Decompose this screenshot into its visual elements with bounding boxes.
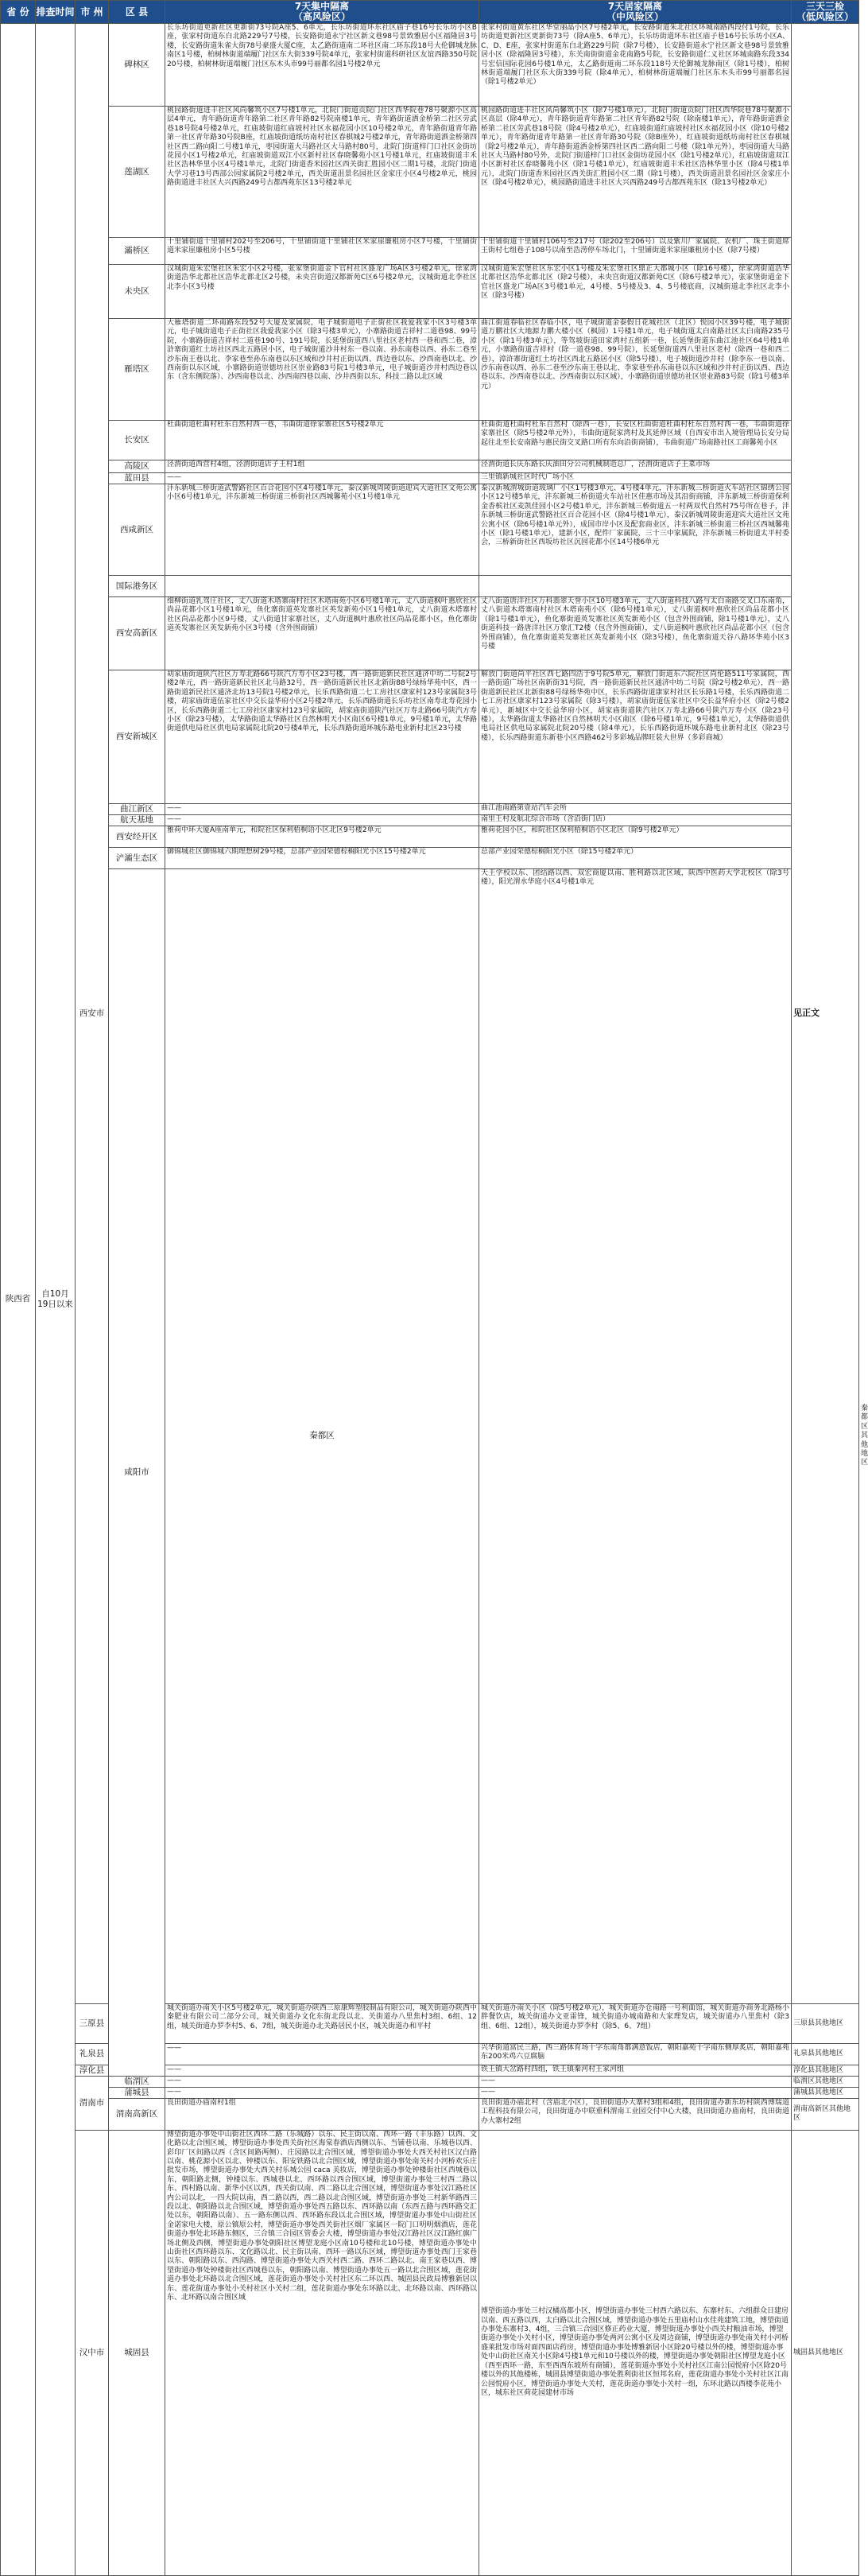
mid-risk-cell: 总部产业园荣德棕榈阳光小区（除15号楼2单元） — [479, 848, 792, 869]
header-high-risk — [165, 1, 479, 24]
table-row — [1, 670, 859, 804]
mid-risk-cell: —— — [479, 2087, 792, 2098]
table-row — [1, 238, 859, 265]
district-cell: 长安区 — [109, 421, 165, 460]
header-high-title: 7天集中隔离 — [294, 1, 350, 12]
high-risk-cell: 细柳街道乳驾庄社区，丈八街道木塔寨南村社区木塔南苑小区6号楼1单元，丈八街道枫叶惠欣社区尚品花都小区1号楼1单元，鱼化寨街道英发寨社区英发新苑小区1号楼1单元，丈八街道木塔寨村社区尚品花都小区9号楼，丈八街道甘家寨社区，丈八街道枫叶惠欣社区尚品花都小区，鱼化寨街道英发寨社区英发新苑小区3号楼（含外围商铺） — [165, 597, 479, 670]
district-cell: 城固县 — [109, 2130, 165, 2575]
header-city: 市 州 — [76, 1, 109, 24]
high-risk-cell: —— — [165, 2076, 479, 2087]
high-risk-cell: —— — [165, 2043, 479, 2065]
mid-risk-cell — [479, 576, 792, 597]
table-row — [1, 815, 859, 826]
high-risk-cell: 良田街道办庙南村1组 — [165, 2098, 479, 2130]
low-risk-cell: 蒲城县其他地区 — [792, 2087, 859, 2098]
mid-risk-cell: 三里镇新城社区时代广场小区 — [479, 473, 792, 484]
header-mid-risk — [479, 1, 792, 24]
table-row — [1, 319, 859, 421]
city-weinan: 渭南市 — [76, 2076, 109, 2130]
district-cell: 浐灞生态区 — [109, 848, 165, 869]
high-risk-cell: 汉城街道朱宏堡社区朱宏小区2号楼，张家堡街道金下官村社区盛龙广场A区3号楼2单元，徐家湾街道浩华北都社区浩华北都北区2号楼，未央宫街道汉都新苑C区6号楼2单元，汉城街道北李社区北李小区3号楼 — [165, 265, 479, 319]
high-risk-cell: 长乐坊街道更新社区更新街73号院A座5、6单元，长乐坊街道环东社区庙子巷16号长乐坊小区B座，张家村街道东白北路229号7号楼，长安路街道永宁社区新文巷98号景致雅居小区福隆居3号楼，长安路街道朱雀大街78号豪盛大厦C座，太乙路街道南二环社区南二环东段18号大伦御城龙脉南区1号楼，柏树林街道端履门社区东大街339号院4单元，张家村街道科研社区友谊西路350号院20号楼，柏树林街道端履门社区东木头市99号丽都名园1号楼2单元 — [165, 24, 479, 107]
table-row — [1, 2076, 859, 2087]
table-row — [1, 460, 859, 473]
table-row — [1, 265, 859, 319]
district-cell: 秦都区 — [165, 869, 479, 2004]
header-low-risk — [792, 1, 859, 24]
mid-risk-cell: 十里铺街道十里铺村106号至217号（除202至206号）以及紫川厂家属院、农机厂、珠王街道席王街村七组巷子108号以南至浩涝停车场北门，十里铺街道米家崖廉租房小区（除7号楼） — [479, 238, 792, 265]
table-row — [1, 597, 859, 670]
high-risk-cell: —— — [165, 2087, 479, 2098]
table-row — [1, 107, 859, 238]
low-risk-note — [792, 24, 859, 2004]
table-row — [1, 473, 859, 484]
high-risk-cell: 天王学校以东、团结路以西、双宏商厦以南、胜利路以北区域，陕西中医药大学北校区（除3号楼），阳光渭水华庭小区4号楼1单元 — [479, 869, 792, 2004]
header-mid-sub: （中风险区） — [606, 11, 664, 22]
table-row — [1, 826, 859, 848]
header-high-sub: （高风险区） — [293, 11, 351, 22]
header-mid-title: 7天居家隔离 — [607, 1, 663, 12]
district-cell: 高陵区 — [109, 460, 165, 473]
high-risk-cell: —— — [165, 804, 479, 815]
header-time: 排查时间 — [36, 1, 76, 24]
district-cell: 临渭区 — [109, 2076, 165, 2087]
district-cell: 航天基地 — [109, 815, 165, 826]
district-cell: 国际港务区 — [109, 576, 165, 597]
mid-risk-cell: 博望街道办事处三村汉橘高都小区，博望街道办事处三村西六路以东、东寨村东、六组群众日建房以南、西五路以西，太白路以北合围区域，博望街道办事处五里庙村山水佳苑建筑工地，博望街道办事处东寨村3、4组，三合镇三合园区修正药业大厦，博望街道办事处小西关村粮油市场，博望街道办事处小关村小区，博望街道办事处两河公寓小区及周边商铺，博望街道办事处南关村小河桥盛莱批发市场对面四面店药房，博望街道办事处博雅新居小区除20号楼以外的楼，博望街道办事处中山街社区南关小区除4号楼1单元和10号楼以外的楼，博望街道办事处朝阳社区博望龙庭小区（西至西环一路，东至西西东坡所有商铺），莲花街道办事处小关村社区江南公园悦府小区除20号楼以外的其他楼栋，城固县博望街道办事处胜利街社区恒邦名府，莲花街道办事处小关村社区江南公园悦府小区，博望街道办事处大关村，莲花街道办事处小关村一组，东环北路以西楼李花苑小区，城东社区荷花园建材市场 — [479, 2130, 792, 2575]
district-cell: 莲湖区 — [109, 107, 165, 238]
mid-risk-cell: 良田街道办庙北村（含庙北小区），良田街道办大寨村3组和4组，良田街道办新东坊村陕西博瑞道工程科技有限公司，良田街道办中联重科渭南工业园交付中心大楼，良田街道办庙南村，良田街道办大寨村2组 — [479, 2098, 792, 2130]
header-district: 区 县 — [109, 1, 165, 24]
high-risk-cell: 胡家庙街道陕汽社区万寿北路66号陕汽方寿小区23号楼，西一路街道新民社区通济中坊二号院2号楼2单元，西一路街道新民社区北马路32号，西一路街道新民社区北新街88号绿杨华苑中区，西一路街道新民社区通济北坊13号院1号楼2单元，长乐西路街道二七工房社区康家村123号家属院3号楼，胡家庙街道伍家社区中交长益华府小区2号楼2单元，长乐西路街道长乐坊社区南寿北寿花园小区，长乐西路街道二七工房社区康家村123号家属院，胡家庙街道陕汽社区万寿北路66号陕汽方寿小区（除23号楼），太华路街道太华路社区自然林明天小区南区6号楼1单元，9号楼1单元，太华路街道供电局社区供电局家属院北院20号楼4单元，长乐西路街道环城东路电业新村北区23号楼 — [165, 670, 479, 804]
mid-risk-cell: 汉城街道朱宏堡社区东宏小区1号楼及朱宏堡社区鼎正大都城小区（除16号楼），徐家湾街道浩华北都社区浩华北都北区（除2号楼），未央宫街道汉都新苑C区（除6号楼2单元），张家堡街道金下官社区盛龙广场A区3号楼1单元，4号楼、5号楼及3、4、5号楼底商，汉城街道北李社区北李小区（除3号楼） — [479, 265, 792, 319]
mid-risk-cell: 曲江街道春临社区春临小区，电子城街道金泰假日花城社区（北区）悦园小区39号楼，电子城街道万鹏社区大地源力鹏大楼小区（枫园）1号楼1单元，电子城街道太白南路社区太白南路235号小区（除1号楼3单元），等驾坡街道田家湾村五组新一巷，长延堡街道东曲江池社区64号楼1单元，小寨路街道吉祥村（除一道巷98、99号院），长延堡街道西八里社区老村（除西一巷和西二巷），漳浒寨街道红土坊社区西北五路居小区（除5号楼），电子城街道沙井村（除李东一巷以南、沙东南巷以西、孙东二巷至沙东南王巷以北、李家巷至孙东南巷以东区域和沙井村正街以西、西边巷以东、沙西南巷以北、沙西南街以东区域），小寨路街道崇德坊社区崇业路83号院（除1号楼3单元） — [479, 319, 792, 421]
mid-risk-cell: 泰汉新城渭城街道玻璃厂小区1号楼3单元、4号楼4单元，沣东新城三桥街道火车站社区锦绣公园小区12号楼5单元，沣东新城三桥街道火车站社区佳惠市场及其沿街商铺，沣东新城三桥街道保利金香槟社区麦凯佳园小区2号楼1单元，沣东新城三桥街道五一村两双代自然村75号所在巷子，沣东新城三桥街道武警路社区百合花园小区（除4号楼1单元），泰汉新城周陵街道迎宾大道社区文苑公寓小区（除6号楼1单元外），成国市岸小区及配套商业区，沣东新城三桥街道三桥社区西城馨苑小区（除1号楼1单元），建新小区，配件厂家属院，三十三中家属院，沣东新城三桥街道太平村委会，三桥新街社区西坂坊社区沉园花都小区14号楼6单元 — [479, 484, 792, 576]
district-cell: 礼泉县 — [76, 2043, 109, 2065]
city-xian: 西安市 — [76, 24, 109, 2004]
header-low-title: 三天三检 — [805, 1, 844, 12]
district-cell: 蓝田县 — [109, 473, 165, 484]
time-cell: 自10月19日以来 — [36, 24, 76, 2576]
table-row — [1, 804, 859, 815]
high-risk-cell: 沣东新城三桥街道武警路社区百合花园小区4号楼1单元，泰汉新城周陵街道迎宾大道社区文苑公寓小区6号楼1单元，沣东新城三桥街道三桥街社区西城馨苑小区1号楼1单元 — [165, 484, 479, 576]
low-risk-cell: 城固县其他地区 — [792, 2130, 859, 2575]
table-row — [1, 576, 859, 597]
district-cell: 渭南高新区 — [109, 2098, 165, 2130]
city-hanzhong: 汉中市 — [76, 2130, 109, 2575]
high-risk-cell: 雅荷中环大厦A座南单元，和院社区保利梧桐语小区北区9号楼2单元 — [165, 826, 479, 848]
district-cell: 雁塔区 — [109, 319, 165, 421]
district-cell: 西咸新区 — [109, 484, 165, 576]
district-cell: 西安新城区 — [109, 670, 165, 804]
mid-risk-cell: 兴华街道富民三路，西三路体育场十字东南角都满意饭店，朝阳嘉苑十字南东侧厚炙店，朝阳嘉苑东200米鸡六豆腐脑 — [479, 2043, 792, 2065]
district-cell: 曲江新区 — [109, 804, 165, 815]
high-risk-cell: 杜曲街道杜曲村杜东自然村西一巷，韦曲街道徐家寨社区5号楼2单元 — [165, 421, 479, 460]
district-cell: 淳化县 — [76, 2065, 109, 2076]
district-cell: 西安高新区 — [109, 597, 165, 670]
district-cell: 未央区 — [109, 265, 165, 319]
high-risk-cell: 桃园路街道进丰社区风尚馨筑小区7号楼1单元，北院门街道贡院门社区西华院巷78号聚源小区高层4单元，青年路街道青年路第二社区青年路82号院南楼1单元，青年路街道洒金桥第二社区劳武巷18号院4号楼2单元，红庙坡街道红庙坡村社区水福花园小区10号楼2单元，青年路街道青年路第一社区青年路30号院B座，红庙坡街道纸坊南村社区春棋城2号楼2单元，青年路街道洒金桥第四社区西二路向阳二号楼1单元，枣园街道大马路社区大马路村80号，北院门街道梓门口社区金街坊花园小区1号楼2单元，红庙坡街道双江小区新村社区春晓馨苑小区1号楼1单元，红庙坡街道丰禾社区浩林华里小区4号楼1单元，北院门街道香米园社区西关街汇胜园小区二期1号楼，北院门街道大学习巷13号西部公园家属院2号楼2单元，西关街道沮景名园社区金家庄小区4号楼2单元，桃园路街道进丰社区大兴西路249号古都西苑东区13号楼2单元 — [165, 107, 479, 238]
low-risk-cell: 临渭区其他地区 — [792, 2076, 859, 2087]
table-row — [1, 2130, 859, 2575]
mid-risk-cell: 南里王村及航北综合市场（含沿街门店） — [479, 815, 792, 826]
city-xianyang: 咸阳市 — [109, 869, 165, 2077]
mid-risk-cell: —— — [479, 2076, 792, 2087]
high-risk-cell: —— — [165, 815, 479, 826]
district-cell: 三原县 — [76, 2003, 109, 2043]
mid-risk-cell: 张家村街道黄东社区华堂丽晶小区7号楼2单元，长安路街道朱北社区环城南路西段付1号院，长乐坊街道更新社区更新街73号（除A座5、6单元），长乐坊街道环东社区庙子巷16号长乐坊小区A、C、D、E座，张家村街道东白北路229号院（除7号楼），长安路街道永宁社区新文巷98号景致雅居小区（除福隆居3号楼），东关南街街道金花南路5号院，长安路街道仁义社区环城南路东段334号宏信国际花园6号楼1单元，太乙路街道南二环东段118号天伦御城龙脉南区（除1号楼），柏树林街道端履门社区东大街339号院（除4单元），柏树林街道端履门社区东木头市99号丽都名园（除1号楼2单元） — [479, 24, 792, 107]
table-row — [1, 484, 859, 576]
mid-risk-cell: 曲江池南路第壹站汽车会所 — [479, 804, 792, 815]
mid-risk-cell: 泾渭街道长庆东路长庆油田分公司机械制造总厂，泾渭街道店子王菜市场 — [479, 460, 792, 473]
table-row — [1, 24, 859, 107]
header-row — [1, 1, 859, 24]
district-cell: 西安经开区 — [109, 826, 165, 848]
header-province: 省 份 — [1, 1, 36, 24]
table-row — [1, 848, 859, 869]
mid-risk-cell: 铁王镇大岔路村四组，铁王镇秦河村王家河组 — [479, 2065, 792, 2076]
table-row — [1, 2087, 859, 2098]
high-risk-cell: 大雁塔街道二环南路东段52号大厦及家属院，电子城街道电子正街社区我爱我家小区3号楼3单元，电子城街道电子正街社区我爱我家小区（除3号楼3单元），小寨路街道吉祥村二道巷98、99号院，小寨路街道吉祥村二道巷190号、191号院，长延堡街道西八里社区老村西一巷和西二巷，漳浒寨街道红土坊社区西北五路居小区，电子城街道沙井村东一巷以南、孙东南巷以西、孙东二巷至沙东南王巷以北、李家巷至孙东南巷以东区域和沙井村正街以西、西边巷以东、沙西南巷以北、沙西南街以东区域，小寨路街道崇德坊社区崇业路83号院1号楼3单元，电子城街道沙井村西边巷以东（含东侧院落）、沙西南巷以北、沙西南四巷以南、沙井西街以东、科技二路以北区域 — [165, 319, 479, 421]
high-risk-cell: 十里铺街道十里铺村202号至206号，十里铺街道十里铺社区米家崖廉租房小区7号楼，十里铺街道米家崖廉租房小区5号楼 — [165, 238, 479, 265]
high-risk-cell: 泾渭街道西营村4组，泾渭街道店子王村1组 — [165, 460, 479, 473]
high-risk-cell: 城关街道办南关小区5号楼2单元，城关街道办陕西三原康辉塑胶制品有限公司，城关街道办陕西中秦肥业有限公司二部分公司，城关街道办文化东街北段以北、关街道办八里焦村3组、6组、12组，城关街道办罗李村5、6、7组，城关街道办北关路居民小区，城关街道办和平村 — [165, 2003, 479, 2043]
table-row — [1, 2098, 859, 2130]
table-row: 咸阳市 秦都区 天王学校以东、团结路以西、双宏商厦以南、胜利路以北区域，陕西中医药大学北校区（除3号楼），阳光渭水华庭小区4号楼1单元 秦都区其他地区 — [1, 869, 859, 2004]
mid-risk-cell: 丈八街道唐洋社区万科翡翠天誉小区10号楼3单元，丈八街道科技八路与太白南路交叉口东南角，丈八街道木塔寨南村社区木塔南苑小区（除6号楼1单元），丈八街道枫叶惠欣社区尚品花都小区（除1号楼1单元），鱼化寨街道英发寨社区英发新苑小区（包含外围商铺，除1号楼1单元），丈八街道科技一路唐洋社区万象汇T2楼（包含外围商铺），丈八街道枫叶惠欣社区尚品花都小区（包含外围商铺），鱼化寨街道英发寨社区英发新苑小区（除3号楼），鱼化寨街道天谷八路环华苑小区3号楼 — [479, 597, 792, 670]
low-risk-cell: 渭南高新区其他地区 — [792, 2098, 859, 2130]
low-risk-cell: 礼泉县其他地区 — [792, 2043, 859, 2065]
high-risk-cell: 御锦城社区御锦城六期理想树29号楼，总部产业园荣德棕榈阳光小区15号楼2单元 — [165, 848, 479, 869]
high-risk-cell: —— — [165, 2065, 479, 2076]
district-cell: 蒲城县 — [109, 2087, 165, 2098]
district-cell: 灞桥区 — [109, 238, 165, 265]
low-risk-cell: 三原县其他地区 — [792, 2003, 859, 2043]
high-risk-cell: —— — [165, 473, 479, 484]
low-risk-cell: 淳化县其他地区 — [792, 2065, 859, 2076]
mid-risk-cell: 雅荷花园小区，和院社区保利梧桐语小区北区（除9号楼2单元） — [479, 826, 792, 848]
mid-risk-cell: 杜曲街道杜曲村杜东自然村（除西一巷），长安区杜曲街道杜曲村杜东自然村西一巷，韦曲街道徐家寨社区（除5号楼2单元外），韦曲街道院家湾村及其延伸区域（自西安市出入境管理局长安分局起往北至长安南路与惠民街交叉路口所有东向沿街商铺），韦曲街道广场南路社区工商馨苑小区 — [479, 421, 792, 460]
low-note-text: 见正文 — [793, 1007, 820, 1018]
mid-risk-cell: 城关街道办南关小区（除5号楼2单元），城关街道办仓南路一号利面馆，城关街道办商务北路杨小胖餐饮店，城关街道办文亚雷锋，城关街道办城南路和大家理发店，城关街道办八里焦村（除3组、6组、12组），城关街道办罗李村（除5、6、7组） — [479, 2003, 792, 2043]
mid-risk-cell: 解放门街道尚平社区西七路四浩于9号院5单元，解放门街道东六院社区尚伦路511号家属院，西一路街道广场社区南新街31号院，西一路街道新民社区通济中坊二号院（除2号楼2单元），西一路街道新民社区北新街88号绿杨华苑中区，长乐西路街道康家村社区长乐路1号楼，长乐西路街道二七工房社区康家村123号家属院（除3号楼），胡家庙街道伍家社区中交长益华府小区（除2号楼2单元），新城区中交长益华府小区，胡家庙街道陕汽社区万寿北路66号陕汽万寿小区（除23号楼），太华路街道太华路社区自然林明天小区南区（除6号楼1单元，9号楼1单元），太华路街道供电局社区供电局家属院北院20号楼（除4单元），长乐西路街道环城东路电业新村北区（除23号楼），长乐西路街道东新巷小区西路462号多彩城品牌旺装大世界（多彩商城） — [479, 670, 792, 804]
header-low-sub: （低风险区） — [796, 11, 854, 22]
district-cell: 碑林区 — [109, 24, 165, 107]
province-cell: 陕西省 — [1, 24, 36, 2576]
table-row — [1, 421, 859, 460]
high-risk-cell — [165, 576, 479, 597]
high-risk-cell: 博望街道办事处中山街社区西环二路（乐城路）以东、民主街以南、西环一路（丰乐路）以西、文化路以北合围区域，博望街道办事处西关街社区海棠春酒店西侧以东、当铺巷以南、乐城巷以西、彩印厂区间路以西（含区间路两侧）、庄园路以北合围区域，博望街道办事处大西关村社区汉白路以南、桃花源小区以北、钟楼以东、阳安铁路以北合围区域，博望街道办事处南关村小河桥欢乐庄批发市场，博望街道办事处大西关村乐城公园 caca 美妆店，博望街道办事处钟楼街社区西城巷以东，朝阳路北侧，钟楼以东、西城巷以北、西环路以西合围区域，博望街道办事处三村西二路以东、西村路以南、新华小区以西，西关街以南、西二路以北合围区域，博望街道办事处汉江路社区内公司以北，一四大院以南，西二路以西，西二路以北合围区域，博望街道办事处三村新华路西三段以北、朝阳路以北合围区域，博望街道办事处西五路以东、西环路以南（东西五路与西环路交汇处以东，朝阳路以南）、五一路东侧以西、西环路东段以北合围区域，博望街道办事处中山街社区金诺家电大楼，原公镇原公村，博望街道办事处西关街社区烟厂家属区一院门口明明烟酒店，莲花街道办事处北环路东侧区，三合镇三合园区管委会大楼，博望街道办事处汉江路社区汉江路红旗广场北侧及西侧，博望街道办事处朝阳社区博望龙庭小区南10号楼和北10号楼，博望街道办事处中山街社区西环路以东、文化路以北、民主街以南、西环一路以东区域，博望街道办事处西门王家巷以东、朝阳路以东、西沟路、博望街道办事处大西关村西二路、西环二路以北、南王家巷以西、博望街道办事处钟楼街社区西城巷以东，朝阳路以南、博望街道办事处五一路以北合围区域，莲花街道办事处北环路以北合围区域，莲花街道办事处小关村社区东二环以西、城固县民政局博雅新居以东、莲花街道办事处小关村社区小关村二组，莲花街道办事处东环路以北、北环路以南、西环路以东、北环路以南合围区域 — [165, 2130, 479, 2575]
mid-risk-cell: 桃园路街道进丰社区风尚馨筑小区（除7号楼1单元），北院门街道贡院门社区西华院巷78号聚源小区高层（除4单元），青年路街道青年路第二社区青年路82号院（除南楼1单元），青年路街道洒金桥第二社区劳武巷18号院（除4号楼2单元），红庙坡街道红庙坡村社区水福花园小区（除10号楼2单元），青年路街道青年路第一社区青年路30号院（除B座外），红庙坡街道纸坊南村社区春棋城（除2号楼2单元），青年路街道洒金桥第四社区西二路向阳二号楼（除1单元外），枣园街道大马路社区大马路村80号外，北院门街道梓门口社区金街坊花园小区（除1号楼2单元），红庙坡街道双江小区新村社区春晓馨苑小区（除1号楼1单元），红庙坡街道丰禾社区浩林华里小区（除4号楼1单元），北院门街道香米园社区西关街汇胜园小区二期（除1号楼），西关街道沮景名园社区金家庄小区（除4号楼2单元），桃园路街道进丰社区大兴西路249号古都西苑东区（除13号楼2单元） — [479, 107, 792, 238]
